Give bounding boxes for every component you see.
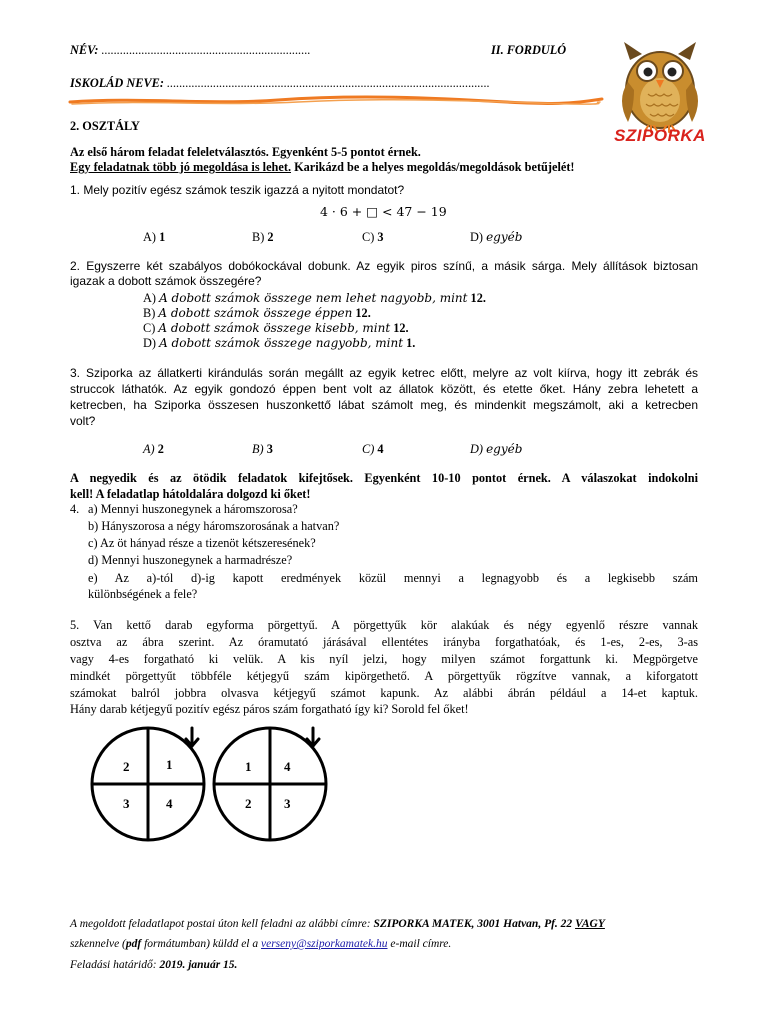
option-letter: C) xyxy=(362,230,375,244)
q3-line-2: struccok láthatók. Az egyik gondozó éppen bent volt az állatok között, és etette őket. Hány zebra lehetett a xyxy=(70,382,698,396)
q4-item-d: d) Mennyi huszonegynek a harmadrésze? xyxy=(88,553,293,567)
spinner-2-bottom-left: 2 xyxy=(245,796,252,811)
footer-scan-text: szkennelve ( xyxy=(70,938,126,950)
intro-rest: Karikázd be a helyes megoldás/megoldások betűjelét! xyxy=(291,160,575,174)
q4-item-c: c) Az öt hányad része a tizenöt kétszeresének? xyxy=(88,536,316,550)
spinner-diagram xyxy=(90,726,330,842)
option-value: 2 xyxy=(267,230,274,244)
q5-line-6: Hány darab kétjegyű pozitív egész páros szám forgatható így ki? Sorold fel őket! xyxy=(70,702,469,716)
q2-option-d[interactable] xyxy=(143,335,415,351)
q2-option-a[interactable] xyxy=(143,290,486,306)
option-text: A dobott számok összege éppen xyxy=(158,306,353,320)
option-value: 4 xyxy=(377,442,384,456)
q1-option-c[interactable] xyxy=(362,229,384,245)
school-dots: ......................................................................................................... xyxy=(167,76,490,90)
intro-line-2 xyxy=(70,159,575,175)
q1-text: 1. Mely pozitív egész számok teszik igazzá a nyitott mondatot? xyxy=(70,183,405,197)
spinner-1-arrow xyxy=(186,728,198,746)
intro-underlined: Egy feladatnak több jó megoldása is lehet. xyxy=(70,160,292,174)
option-value: egyéb xyxy=(486,442,523,456)
q2-option-b[interactable] xyxy=(143,305,371,321)
option-letter: B) xyxy=(143,306,156,320)
q1-formula: 4 · 6 + □ < 47 − 19 xyxy=(320,204,447,219)
q4-item-e-line-1: e) Az a)-tól d)-ig kapott eredmények közül mennyi a legnagyobb és a legkisebb szám xyxy=(88,571,698,585)
q5-line-2: osztva az ábra szerint. Az óramutató járásával ellentétes irányba forgathatóak, és 1-es, 2-es, 3-as xyxy=(70,635,698,649)
option-number: 12. xyxy=(393,321,409,335)
q3-option-c[interactable] xyxy=(362,441,384,457)
name-label: NÉV: xyxy=(70,43,99,57)
option-value: 3 xyxy=(266,442,273,456)
spinner-1-top-left: 2 xyxy=(123,759,130,774)
q3-line-3: ketrecben, ha Sziporka összesen huszonkettő lábat számolt meg, és mindenkit megszámolt, aki a ketrecben xyxy=(70,398,698,412)
round-label: II. FORDULÓ xyxy=(491,43,567,57)
logo-text: SZIPORKA xyxy=(614,126,706,145)
q1-option-b[interactable] xyxy=(252,229,274,245)
footer-send-text: formátumban) küldd el a xyxy=(141,938,261,950)
q4-number: 4. xyxy=(70,502,80,516)
spinner-1-bottom-right: 4 xyxy=(166,796,173,811)
school-label: ISKOLÁD NEVE: xyxy=(70,76,164,90)
spinner-2-arrow xyxy=(307,728,319,746)
grade-title: 2. OSZTÁLY xyxy=(70,119,140,133)
email-link[interactable]: verseny@sziporkamatek.hu xyxy=(261,938,388,950)
footer-pdf: pdf xyxy=(125,938,142,950)
q1-option-a[interactable] xyxy=(143,229,165,245)
q5-line-3: vagy 4-es forgatható ki velük. A kis nyíl jelzi, hogy milyen számot forgattunk ki. Megpörgetve xyxy=(70,652,698,666)
option-letter: C) xyxy=(143,321,156,335)
option-letter: A) xyxy=(143,291,156,305)
q4-item-e-line-2: különbségének a fele? xyxy=(88,587,198,601)
option-number: 12. xyxy=(470,291,486,305)
intro2-line-1: A negyedik és az ötödik feladatok kifejtősek. Egyenként 10-10 pontot érnek. A válaszokat indokolni xyxy=(70,471,698,485)
spinner-2-bottom-right: 3 xyxy=(284,796,291,811)
name-dots: .................................................................... xyxy=(101,43,311,57)
option-text: A dobott számok összege nem lehet nagyobb, mint xyxy=(159,291,468,305)
spinner-1-bottom-left: 3 xyxy=(123,796,130,811)
q3-option-d[interactable] xyxy=(470,441,522,457)
spinner-2 xyxy=(214,728,326,840)
option-letter: C) xyxy=(362,442,375,456)
q5-line-4: mindkét pörgettyűt többféle kétjegyű szám kipörgethető. A pörgettyűk rögzítve vannak, a kiforgatott xyxy=(70,669,698,683)
option-value: 2 xyxy=(157,442,164,456)
q1-option-d[interactable] xyxy=(470,229,522,245)
footer-address: SZIPORKA MATEK, 3001 Hatvan, Pf. 22 xyxy=(373,918,576,930)
option-value: 3 xyxy=(377,230,384,244)
q3-option-b[interactable] xyxy=(252,441,273,457)
option-text: A dobott számok összege nagyobb, mint xyxy=(159,336,404,350)
q5-line-1: 5. Van kettő darab egyforma pörgettyű. A pörgettyűk kör alakúak és négy egyenlő részre vannak xyxy=(70,618,698,632)
deadline-date: 2019. január 15. xyxy=(159,959,238,971)
footer-email-suffix: e-mail címre. xyxy=(387,938,452,950)
footer-line-2 xyxy=(70,936,451,952)
decorative-wavy-line xyxy=(68,94,604,108)
name-line xyxy=(70,42,311,58)
q3-line-4: volt? xyxy=(70,414,96,428)
option-letter: D) xyxy=(470,230,483,244)
footer-address-text: A megoldott feladatlapot postai úton kell feladni az alábbi címre: xyxy=(70,918,374,930)
option-letter: B) xyxy=(252,442,264,456)
q2-option-c[interactable] xyxy=(143,320,409,336)
spinner-2-top-right: 4 xyxy=(284,759,291,774)
option-number: 12. xyxy=(355,306,371,320)
q3-line-1: 3. Sziporka az állatkerti kirándulás során megállt az egyik ketrec előtt, melyre az volt kiírva, hogy itt zebrák és xyxy=(70,366,698,380)
footer-or: VAGY xyxy=(575,918,605,930)
footer-line-3 xyxy=(70,957,237,973)
spinners-figure xyxy=(90,726,330,842)
q2-line-2: igazak a dobott számok összegére? xyxy=(70,274,262,288)
spinner-1-top-right: 1 xyxy=(166,757,173,772)
q4-item-b: b) Hányszorosa a négy háromszorosának a hatvan? xyxy=(88,519,340,533)
option-value: egyéb xyxy=(486,230,523,244)
q4-item-a: a) Mennyi huszonegynek a háromszorosa? xyxy=(88,502,298,516)
option-text: A dobott számok összege kisebb, mint xyxy=(158,321,391,335)
spinner-1 xyxy=(92,728,204,840)
footer-line-1 xyxy=(70,916,605,932)
option-number: 1. xyxy=(406,336,416,350)
option-letter: A) xyxy=(143,230,156,244)
option-letter: D) xyxy=(470,442,483,456)
deadline-label: Feladási határidő: xyxy=(70,959,160,971)
sziporka-logo xyxy=(612,38,708,150)
intro-line-1: Az első három feladat feleletválasztós. Egyenként 5-5 pontot érnek. xyxy=(70,145,421,159)
q3-option-a[interactable] xyxy=(143,441,164,457)
option-letter: D) xyxy=(143,336,156,350)
spinner-2-top-left: 1 xyxy=(245,759,252,774)
option-value: 1 xyxy=(159,230,166,244)
intro2-line-2: kell! A feladatlap hátoldalára dolgozd ki őket! xyxy=(70,487,311,501)
option-letter: B) xyxy=(252,230,265,244)
q5-line-5: számokat balról jobbra olvasva kétjegyű számot kapunk. Az alábbi ábrán például a 14-et kaptuk. xyxy=(70,686,698,700)
school-line xyxy=(70,75,490,91)
q2-line-1: 2. Egyszerre két szabályos dobókockával dobunk. Az egyik piros színű, a másik sárga. Mely állítások biztosan xyxy=(70,259,698,273)
option-letter: A) xyxy=(143,442,155,456)
